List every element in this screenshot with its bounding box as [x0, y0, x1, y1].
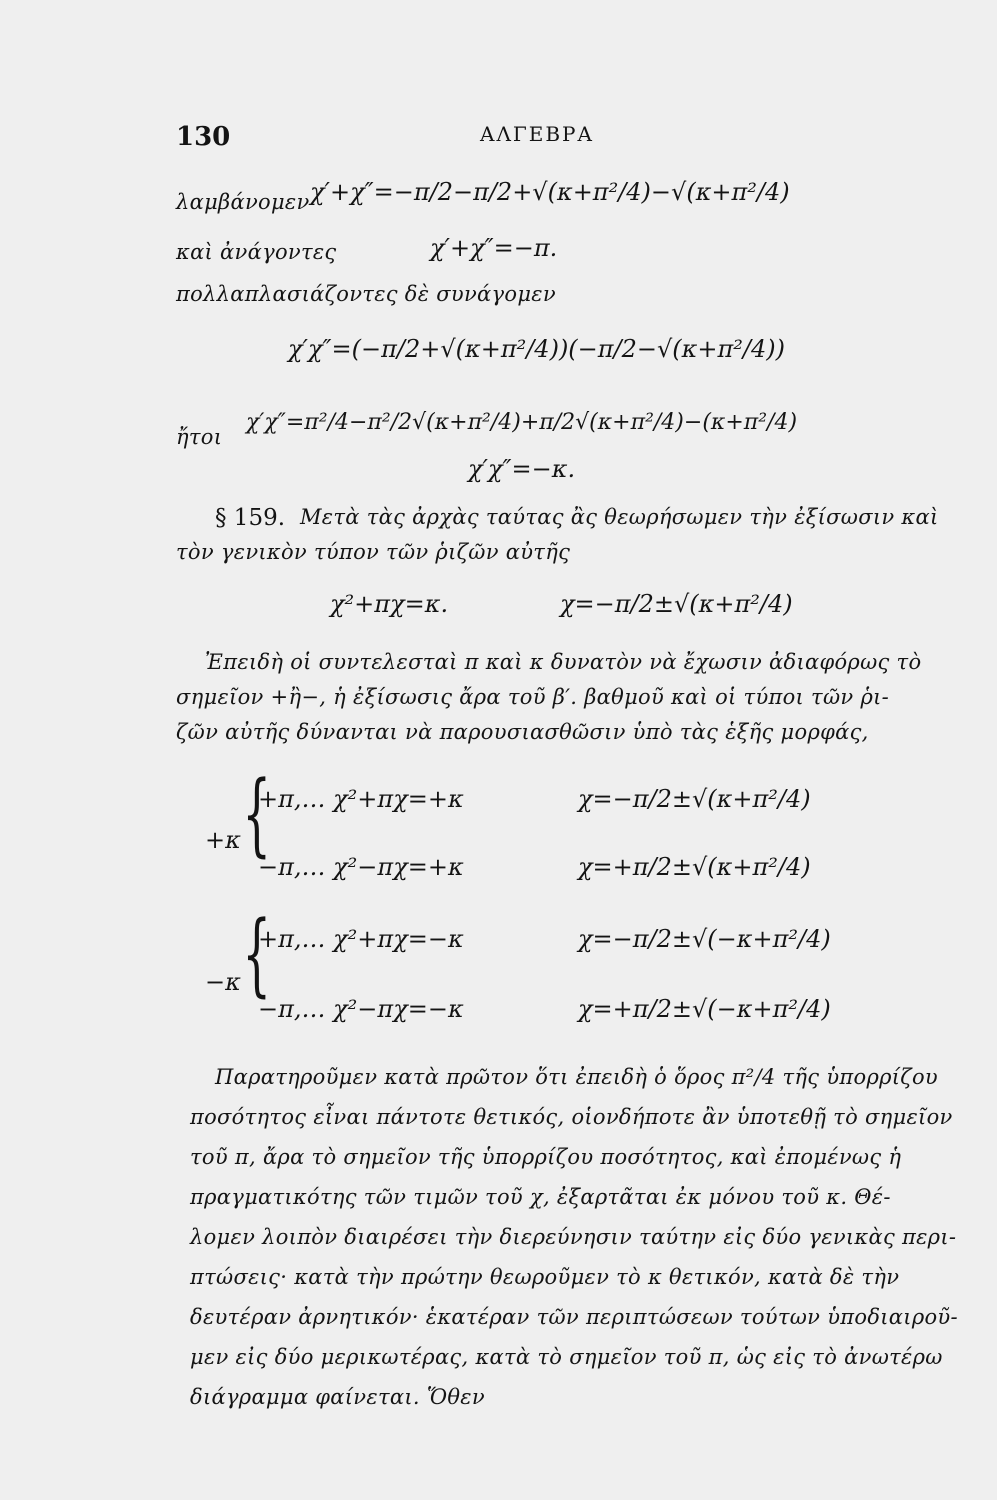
running-title: ΑΛΓΕΒΡΑ	[480, 122, 594, 146]
brace-plus: {	[242, 762, 271, 867]
closing-line-2: ποσότητος εἶναι πάντοτε θετικός, οἱονδήποτε ἂν ὑποτεθῇ τὸ σημεῖον	[190, 1105, 953, 1129]
equation-1: χ′+χ″=−π/2−π/2+√(κ+π²/4)−√(κ+π²/4)	[310, 178, 790, 206]
paragraph-line-1: Ἐπειδὴ οἱ συντελεσταὶ π καὶ κ δυνατὸν νὰ ἔχωσιν ἀδιαφόρως τὸ	[205, 650, 922, 674]
equation-5: χ′χ″=−κ.	[468, 455, 576, 483]
equation-general: χ²+πχ=κ.	[330, 590, 449, 618]
equation-4: χ′χ″=π²/4−π²/2√(κ+π²/4)+π/2√(κ+π²/4)−(κ+π²/4)	[246, 410, 798, 435]
closing-line-6: πτώσεις· κατὰ τὴν πρώτην θεωροῦμεν τὸ κ θετικόν, κατὰ δὲ τὴν	[190, 1265, 900, 1289]
closing-line-8: μεν εἰς δύο μερικωτέρας, κατὰ τὸ σημεῖον τοῦ π, ὡς εἰς τὸ ἀνωτέρω	[190, 1345, 943, 1369]
intro-text-4: ἤτοι	[176, 425, 223, 449]
closing-line-7: δευτέραν ἀρνητικόν· ἑκατέραν τῶν περιπτώσεων τούτων ὑποδιαιροῦ-	[190, 1305, 958, 1329]
closing-line-3: τοῦ π, ἄρα τὸ σημεῖον τῆς ὑπορρίζου ποσότητος, καὶ ἐπομένως ἡ	[190, 1145, 902, 1169]
section-text-1: Μετὰ τὰς ἀρχὰς ταύτας ἂς θεωρήσωμεν τὴν ἐξίσωσιν καὶ	[300, 505, 939, 529]
equation-roots: χ=−π/2±√(κ+π²/4)	[560, 590, 793, 618]
closing-line-1: Παρατηροῦμεν κατὰ πρῶτον ὅτι ἐπειδὴ ὁ ὅρος π²/4 τῆς ὑπορρίζου	[215, 1065, 938, 1089]
intro-text-2: καὶ ἀνάγοντες	[176, 240, 337, 264]
case-right-3: χ=−π/2±√(−κ+π²/4)	[578, 925, 831, 953]
case-left-3: +π,… χ²+πχ=−κ	[258, 925, 464, 953]
case-right-2: χ=+π/2±√(κ+π²/4)	[578, 853, 811, 881]
section-text-2: τὸν γενικὸν τύπον τῶν ῥιζῶν αὐτῆς	[176, 540, 571, 564]
case-left-4: −π,… χ²−πχ=−κ	[258, 995, 464, 1023]
case-right-4: χ=+π/2±√(−κ+π²/4)	[578, 995, 831, 1023]
group-plus-label: +κ	[205, 826, 241, 854]
closing-line-5: λομεν λοιπὸν διαιρέσει τὴν διερεύνησιν ταύτην εἰς δύο γενικὰς περι-	[190, 1225, 957, 1249]
case-left-2: −π,… χ²−πχ=+κ	[258, 853, 464, 881]
paragraph-line-2: σημεῖον +ἢ−, ἡ ἐξίσωσις ἄρα τοῦ β′. βαθμοῦ καὶ οἱ τύποι τῶν ῥι-	[176, 685, 890, 709]
page-number: 130	[176, 122, 231, 152]
closing-line-9: διάγραμμα φαίνεται. Ὅθεν	[190, 1385, 485, 1409]
section-number: § 159.	[215, 505, 286, 531]
group-minus-label: −κ	[205, 968, 241, 996]
paragraph-line-3: ζῶν αὐτῆς δύνανται νὰ παρουσιασθῶσιν ὑπὸ τὰς ἑξῆς μορφάς,	[176, 720, 869, 744]
intro-text-3: πολλαπλασιάζοντες δὲ συνάγομεν	[176, 282, 556, 306]
intro-text-1: λαμβάνομεν	[176, 190, 310, 214]
equation-3: χ′χ″=(−π/2+√(κ+π²/4))(−π/2−√(κ+π²/4))	[288, 335, 785, 363]
case-right-1: χ=−π/2±√(κ+π²/4)	[578, 785, 811, 813]
case-left-1: +π,… χ²+πχ=+κ	[258, 785, 464, 813]
equation-2: χ′+χ″=−π.	[430, 234, 558, 262]
brace-minus: {	[242, 902, 271, 1007]
closing-line-4: πραγματικότης τῶν τιμῶν τοῦ χ, ἐξαρτᾶται ἐκ μόνου τοῦ κ. Θέ-	[190, 1185, 891, 1209]
